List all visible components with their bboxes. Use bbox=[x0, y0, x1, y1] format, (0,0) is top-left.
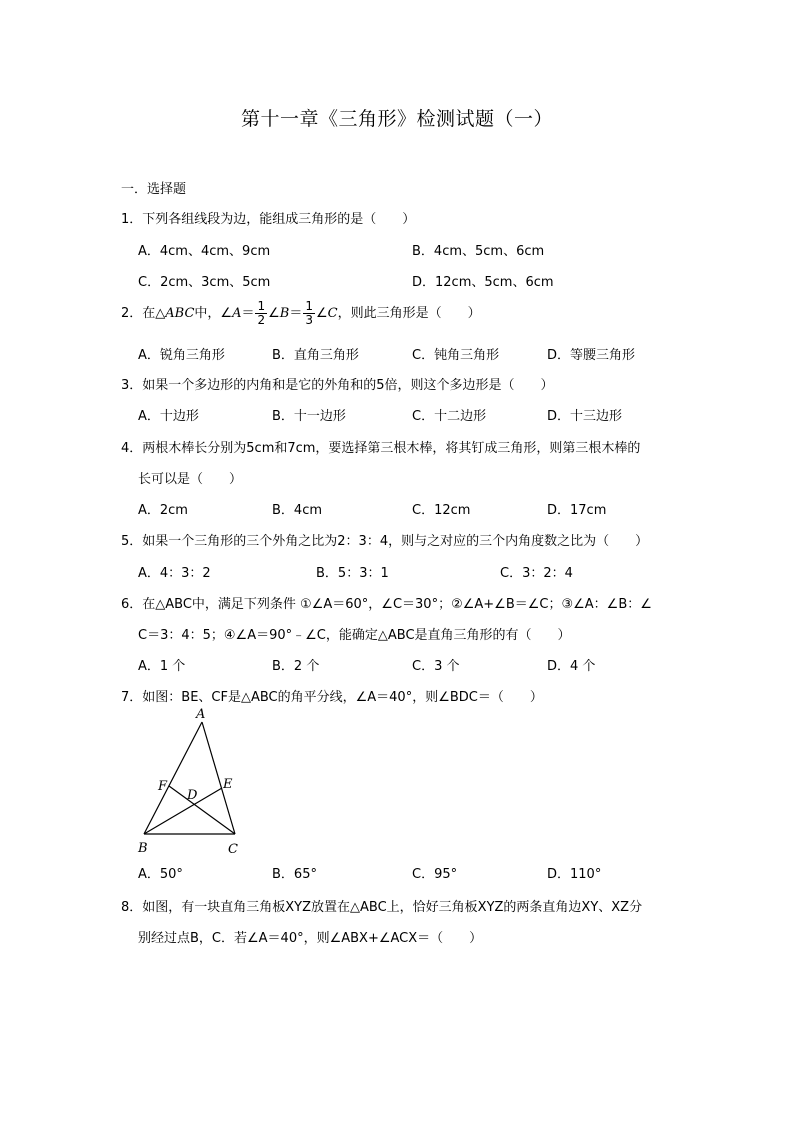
q7-option-a: A．50° bbox=[138, 867, 183, 882]
q4-option-a: A．2cm bbox=[138, 503, 188, 518]
q2-text-3: ∠ bbox=[316, 306, 328, 321]
q2-fraction-third bbox=[303, 300, 315, 327]
label-e: E bbox=[223, 777, 233, 792]
question-6-line-1: 6．在△ABC中，满足下列条件 ①∠A＝60°，∠C＝30°；②∠A+∠B＝∠C；③∠A：∠B：∠ bbox=[121, 597, 652, 612]
q3-option-d: D．十三边形 bbox=[547, 409, 623, 424]
q7-option-c: C．95° bbox=[412, 867, 458, 882]
q5-option-c: C．3：2：4 bbox=[500, 566, 573, 581]
q1-option-c: C．2cm、3cm、5cm bbox=[138, 275, 271, 290]
q2-eq-2: ＝ bbox=[289, 306, 303, 321]
q1-option-d: D．12cm、5cm、6cm bbox=[412, 275, 554, 290]
question-1-stem: 1．下列各组线段为边，能组成三角形的是（ ） bbox=[121, 212, 416, 227]
q3-option-c: C．十二边形 bbox=[412, 409, 487, 424]
q2-option-b: B．直角三角形 bbox=[272, 348, 359, 363]
q1-option-b: B．4cm、5cm、6cm bbox=[412, 244, 545, 259]
q2-text-1: 中，∠ bbox=[194, 306, 233, 321]
q6-option-d: D．4 个 bbox=[547, 659, 596, 674]
q3-option-a: A．十边形 bbox=[138, 409, 199, 424]
q3-option-b: B．十一边形 bbox=[272, 409, 346, 424]
q6-option-a: A．1 个 bbox=[138, 659, 186, 674]
q2-fraction-third-den: 3 bbox=[305, 313, 313, 327]
question-6-line-2: C＝3：4：5；④∠A＝90°﹣∠C，能确定△ABC是直角三角形的有（ ） bbox=[138, 628, 571, 643]
q2-prefix: 2．在△ bbox=[121, 306, 166, 321]
bisector-cf bbox=[169, 786, 235, 834]
q6-option-b: B．2 个 bbox=[272, 659, 320, 674]
question-4-line-2: 长可以是（ ） bbox=[138, 472, 243, 487]
q2-text-2: ∠ bbox=[268, 306, 280, 321]
question-2-stem bbox=[121, 300, 481, 327]
q1-option-a: A．4cm、4cm、9cm bbox=[138, 244, 271, 259]
q2-suffix: ，则此三角形是（ ） bbox=[337, 306, 481, 321]
label-d: D bbox=[187, 788, 198, 803]
q7-option-d: D．110° bbox=[547, 867, 602, 882]
q2-option-c: C．钝角三角形 bbox=[412, 348, 500, 363]
page-title: 第十一章《三角形》检测试题（一） bbox=[240, 108, 553, 130]
q4-option-d: D．17cm bbox=[547, 503, 607, 518]
q4-option-c: C．12cm bbox=[412, 503, 471, 518]
question-4-line-1: 4．两根木棒长分别为5cm和7cm，要选择第三根木棒，将其钉成三角形，则第三根木棒的 bbox=[121, 441, 641, 456]
q6-option-c: C．3 个 bbox=[412, 659, 460, 674]
question-8-line-1: 8．如图，有一块直角三角板XYZ放置在△ABC上，恰好三角板XYZ的两条直角边XY、XZ分 bbox=[121, 900, 643, 915]
q2-fraction-half-den: 2 bbox=[257, 313, 266, 327]
label-c: C bbox=[228, 842, 238, 857]
q2-abc: ABC bbox=[165, 306, 195, 321]
question-3-stem: 3．如果一个多边形的内角和是它的外角和的5倍，则这个多边形是（ ） bbox=[121, 378, 554, 393]
q2-eq-1: ＝ bbox=[241, 306, 255, 321]
q7-option-b: B．65° bbox=[272, 867, 317, 882]
q2-angle-b: B bbox=[279, 306, 290, 321]
label-b: B bbox=[138, 841, 148, 856]
question-7-stem: 7．如图：BE、CF是△ABC的角平分线，∠A＝40°，则∠BDC＝（ ） bbox=[121, 690, 543, 705]
q2-option-d: D．等腰三角形 bbox=[547, 348, 636, 363]
q2-fraction-half-num: 1 bbox=[257, 299, 266, 313]
q2-option-a: A．锐角三角形 bbox=[138, 348, 225, 363]
question-8-line-2: 别经过点B，C．若∠A＝40°，则∠ABX+∠ACX＝（ ） bbox=[138, 931, 483, 946]
q2-angle-a: A bbox=[232, 306, 242, 321]
q2-fraction-half bbox=[255, 300, 267, 327]
triangle-figure bbox=[130, 706, 250, 858]
label-f: F bbox=[158, 779, 168, 794]
question-5-stem: 5．如果一个三角形的三个外角之比为2：3：4，则与之对应的三个内角度数之比为（ ） bbox=[121, 534, 649, 549]
q5-option-b: B．5：3：1 bbox=[316, 566, 389, 581]
q2-angle-c: C bbox=[327, 306, 338, 321]
section-heading: 一．选择题 bbox=[121, 182, 187, 197]
q4-option-b: B．4cm bbox=[272, 503, 323, 518]
q2-fraction-third-num: 1 bbox=[305, 299, 313, 313]
label-a: A bbox=[196, 707, 206, 722]
q5-option-a: A．4：3：2 bbox=[138, 566, 211, 581]
